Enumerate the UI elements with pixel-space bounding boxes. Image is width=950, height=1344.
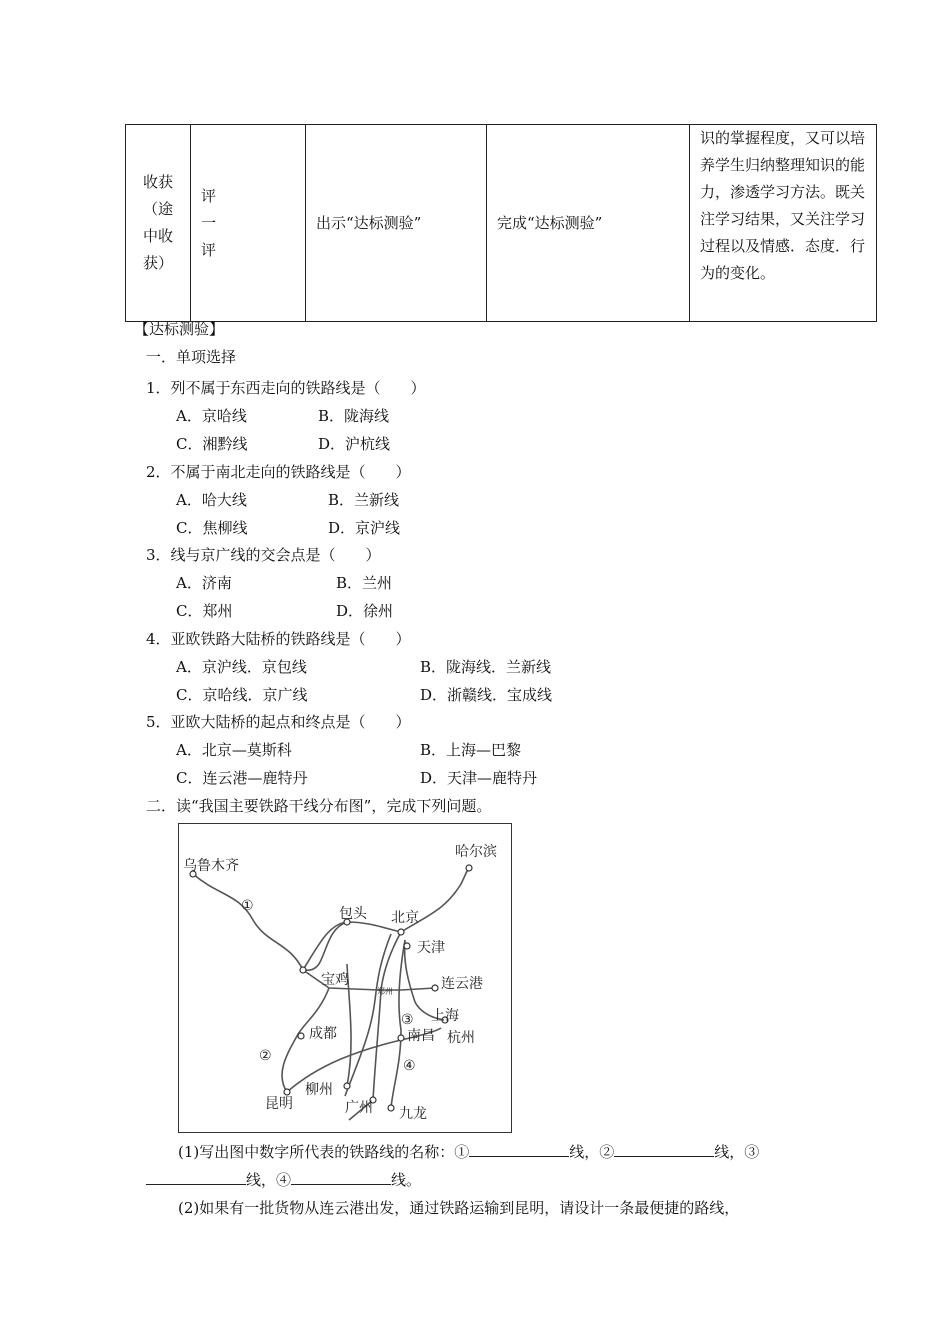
teacher-activity-cell: 出示“达标测验” <box>306 125 487 322</box>
railway-map <box>178 823 512 1133</box>
option-d: D．沪杭线 <box>318 435 391 453</box>
subquestion-1-text: 线，② <box>569 1143 615 1161</box>
option-a: A．北京—莫斯科 <box>176 741 292 759</box>
option-d: D．浙赣线．宝成线 <box>420 686 553 704</box>
subquestion-1-text: 线，③ <box>714 1143 760 1161</box>
rail-line <box>193 874 303 970</box>
city-label-kowloon: 九龙 <box>399 1106 427 1122</box>
station-dot <box>388 1105 394 1111</box>
city-label-lianyungang: 连云港 <box>441 976 483 992</box>
station-dot <box>284 1089 290 1095</box>
option-c: C．京哈线．京广线 <box>176 686 308 704</box>
part2-title: 二．读“我国主要铁路干线分布图”，完成下列问题。 <box>146 797 492 815</box>
station-dot <box>432 985 438 991</box>
route-marker-1: ① <box>241 898 254 914</box>
option-c: C．连云港—鹿特丹 <box>176 769 308 787</box>
option-d: D．徐州 <box>336 602 394 620</box>
city-label-beijing: 北京 <box>391 910 419 926</box>
city-label-zhengzhou: 郑州 <box>377 987 393 996</box>
subquestion-1-line2 <box>146 1166 421 1194</box>
step-cell: 评 一 评 <box>191 125 306 322</box>
subquestion-2: (2)如果有一批货物从连云港出发，通过铁路运输到昆明，请设计一条最便捷的路线， <box>178 1199 740 1217</box>
city-label-shanghai: 上海 <box>431 1008 459 1024</box>
station-dot <box>404 943 410 949</box>
option-b: B．陇海线．兰新线 <box>420 658 552 676</box>
question-stem: 4．亚欧铁路大陆桥的铁路线是（ ） <box>146 630 411 648</box>
rail-line <box>345 934 391 1096</box>
route-marker-2: ② <box>259 1048 272 1064</box>
option-d: D．天津—鹿特丹 <box>420 769 538 787</box>
option-d: D．京沪线 <box>328 519 401 537</box>
option-b: B．上海—巴黎 <box>420 741 522 759</box>
lesson-table <box>125 124 877 322</box>
question-stem: 5．亚欧大陆桥的起点和终点是（ ） <box>146 713 411 731</box>
city-label-tianjin: 天津 <box>417 940 445 956</box>
subquestion-1-text: 线，④ <box>246 1171 292 1189</box>
station-dot <box>466 865 472 871</box>
answer-blank[interactable] <box>469 1140 569 1157</box>
question-stem: 3．线与京广线的交会点是（ ） <box>146 546 381 564</box>
city-label-hangzhou: 杭州 <box>447 1030 475 1046</box>
option-a: A．济南 <box>176 574 232 592</box>
answer-blank[interactable] <box>146 1168 246 1185</box>
rail-line <box>303 922 347 970</box>
city-label-urumqi: 乌鲁木齐 <box>183 858 239 874</box>
design-intent-cell: 识的掌握程度，又可以培养学生归纳整理知识的能力，渗透学习方法。既关注学习结果，又关注学习过程以及情感．态度．行为的变化。 <box>690 125 877 322</box>
option-c: C．郑州 <box>176 602 233 620</box>
city-label-baoji: 宝鸡 <box>321 972 349 988</box>
question-stem: 1．列不属于东西走向的铁路线是（ ） <box>146 379 426 397</box>
answer-blank[interactable] <box>614 1140 714 1157</box>
option-b: B．陇海线 <box>318 407 390 425</box>
route-marker-3: ③ <box>401 1012 414 1028</box>
station-dot <box>398 1035 404 1041</box>
stage-cell: 收获 （途 中收 获） <box>126 125 191 322</box>
city-label-guangzhou: 广州 <box>345 1100 373 1116</box>
station-dot <box>344 1083 350 1089</box>
option-c: C．湘黔线 <box>176 435 248 453</box>
option-a: A．哈大线 <box>176 491 247 509</box>
student-activity-cell: 完成“达标测验” <box>487 125 690 322</box>
city-label-harbin: 哈尔滨 <box>455 844 497 860</box>
city-label-liuzhou: 柳州 <box>305 1082 333 1098</box>
route-marker-4: ④ <box>403 1058 416 1074</box>
railway-map-drawing <box>179 824 511 1132</box>
station-dot <box>398 929 404 935</box>
city-label-baotou: 包头 <box>339 906 367 922</box>
option-b: B．兰州 <box>336 574 393 592</box>
station-dot <box>298 1033 304 1039</box>
subquestion-1-text: 线。 <box>391 1171 422 1189</box>
city-label-kunming: 昆明 <box>265 1096 293 1112</box>
option-c: C．焦柳线 <box>176 519 248 537</box>
question-stem: 2．不属于南北走向的铁路线是（ ） <box>146 463 411 481</box>
option-a: A．京哈线 <box>176 407 247 425</box>
station-dot <box>300 967 306 973</box>
option-a: A．京沪线．京包线 <box>176 658 307 676</box>
table-row <box>126 125 877 322</box>
subquestion-1-line1 <box>178 1138 759 1166</box>
city-label-chengdu: 成都 <box>309 1026 337 1042</box>
subquestion-1-text: (1)写出图中数字所代表的铁路线的名称：① <box>178 1143 470 1161</box>
part1-title: 一．单项选择 <box>146 348 237 366</box>
answer-blank[interactable] <box>291 1168 391 1185</box>
section-title: 【达标测验】 <box>134 320 225 338</box>
option-b: B．兰新线 <box>328 491 400 509</box>
city-label-nanchang: 南昌 <box>407 1028 435 1044</box>
